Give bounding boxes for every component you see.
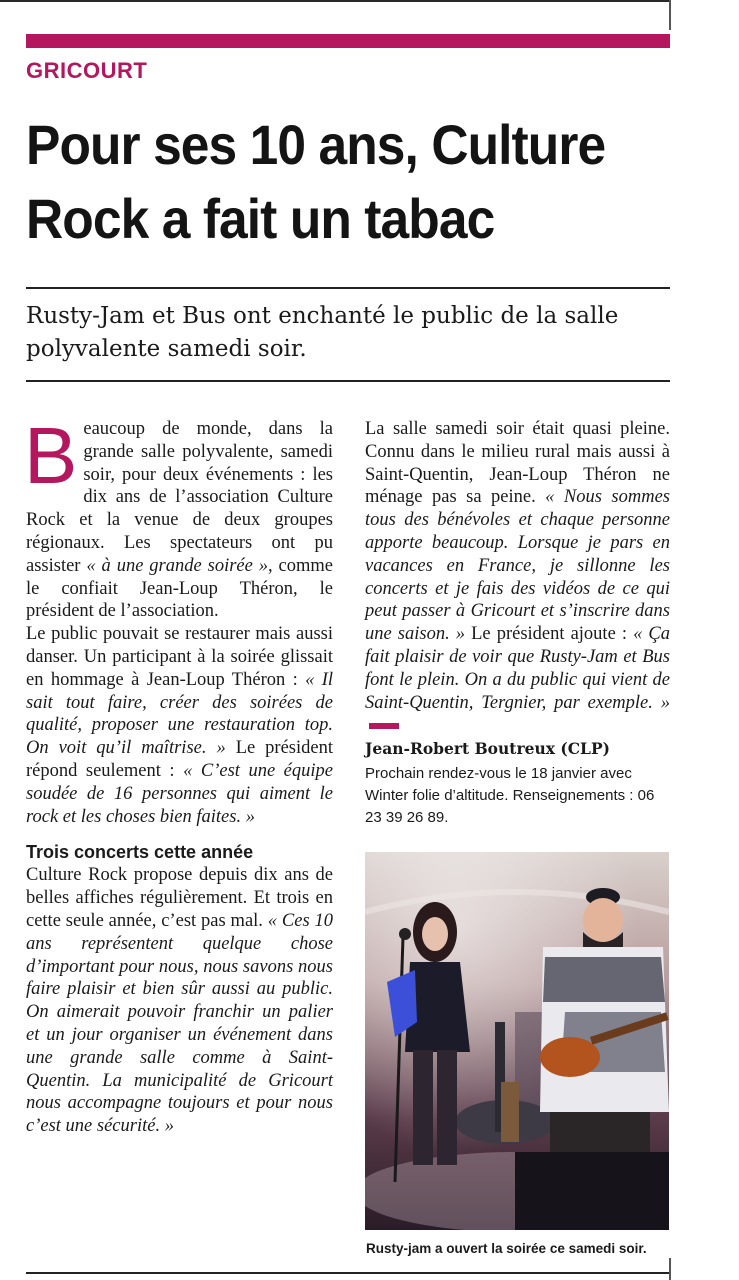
end-mark	[369, 723, 399, 729]
concert-photo-illustration	[365, 852, 669, 1230]
right-rule	[669, 0, 671, 30]
concert-photo	[365, 852, 669, 1230]
top-rule	[0, 0, 670, 2]
paragraph-1: Beaucoup de monde, dans la grande salle polyvalente, samedi soir, pour deux événements : les dix ans de l’association Culture Rock et la venue de deux groupes régionaux. Les spectateurs ont pu assister « à une grande soirée », comme le confiait Jean-Loup Théron, le président de l’association.	[24, 411, 334, 622]
bottom-right-rule	[669, 1258, 671, 1280]
author-signature: Jean-Robert Boutreux (CLP)	[365, 739, 610, 759]
section-bar	[26, 34, 670, 48]
headline: Pour ses 10 ans, Culture Rock a fait un tabac	[26, 113, 606, 250]
paragraph-3: Culture Rock propose depuis dix ans de belles affiches régulièrement. Et trois en cette seule année, c’est pas mal. « Ces 10 ans représentent quelque chose d’important pour nous, nous savons nous faire plaisir et bien sûr aussi au public. On aimerait pouvoir franchir un palier et un jour organiser un événement dans une grande salle comme à Saint-Quentin. La municipalité de Gricourt nous accompagne toujours et pour nous c’est une sécurité. »	[26, 865, 333, 1137]
section-kicker: GRICOURT	[26, 58, 148, 83]
drop-cap: B	[24, 411, 78, 500]
standfirst: Rusty-Jam et Bus ont enchanté le public de la salle polyvalente samedi soir.	[26, 303, 619, 362]
paragraph-2: Le public pouvait se restaurer mais aussi danser. Un participant à la soirée glissait en hommage à Jean-Loup Théron : « Il sait tout faire, créer des soirées de qualité, proposer une restauration top. On voit qu’il maîtrise. » Le président répond seulement : « C’est une équipe soudée de 16 personnes qui aiment le rock et les choses bien faites. »	[26, 624, 334, 827]
bottom-rule	[26, 1272, 670, 1274]
standfirst-bottom-rule	[26, 380, 670, 382]
photo-caption: Rusty-jam a ouvert la soirée ce samedi soir.	[366, 1241, 647, 1256]
event-info: Prochain rendez-vous le 18 janvier avec Winter folie d’altitude. Renseignements : 06 23 39 26 89.	[365, 765, 655, 827]
article-column-1	[24, 411, 334, 1138]
article-column-2	[365, 418, 670, 829]
paragraph-4: La salle samedi soir était quasi pleine. Connu dans le milieu rural mais aussi à Saint-Quentin, Jean-Loup Théron ne ménage pas sa peine. « Nous sommes tous des bénévoles et chaque personne apporte beaucoup. Lorsque je pars en vacances en France, je sillonne les concerts et je fais des vidéos de ce qui peut passer à Gricourt et s’inscrire dans une saison. » Le président ajoute : « Ça fait plaisir de voir que Rusty-Jam et Bus font le plein. On a du public qui vient de Saint-Quentin, Tergnier, par exemple. »	[365, 418, 670, 737]
standfirst-top-rule	[26, 287, 670, 289]
subheading: Trois concerts cette année	[26, 842, 254, 863]
